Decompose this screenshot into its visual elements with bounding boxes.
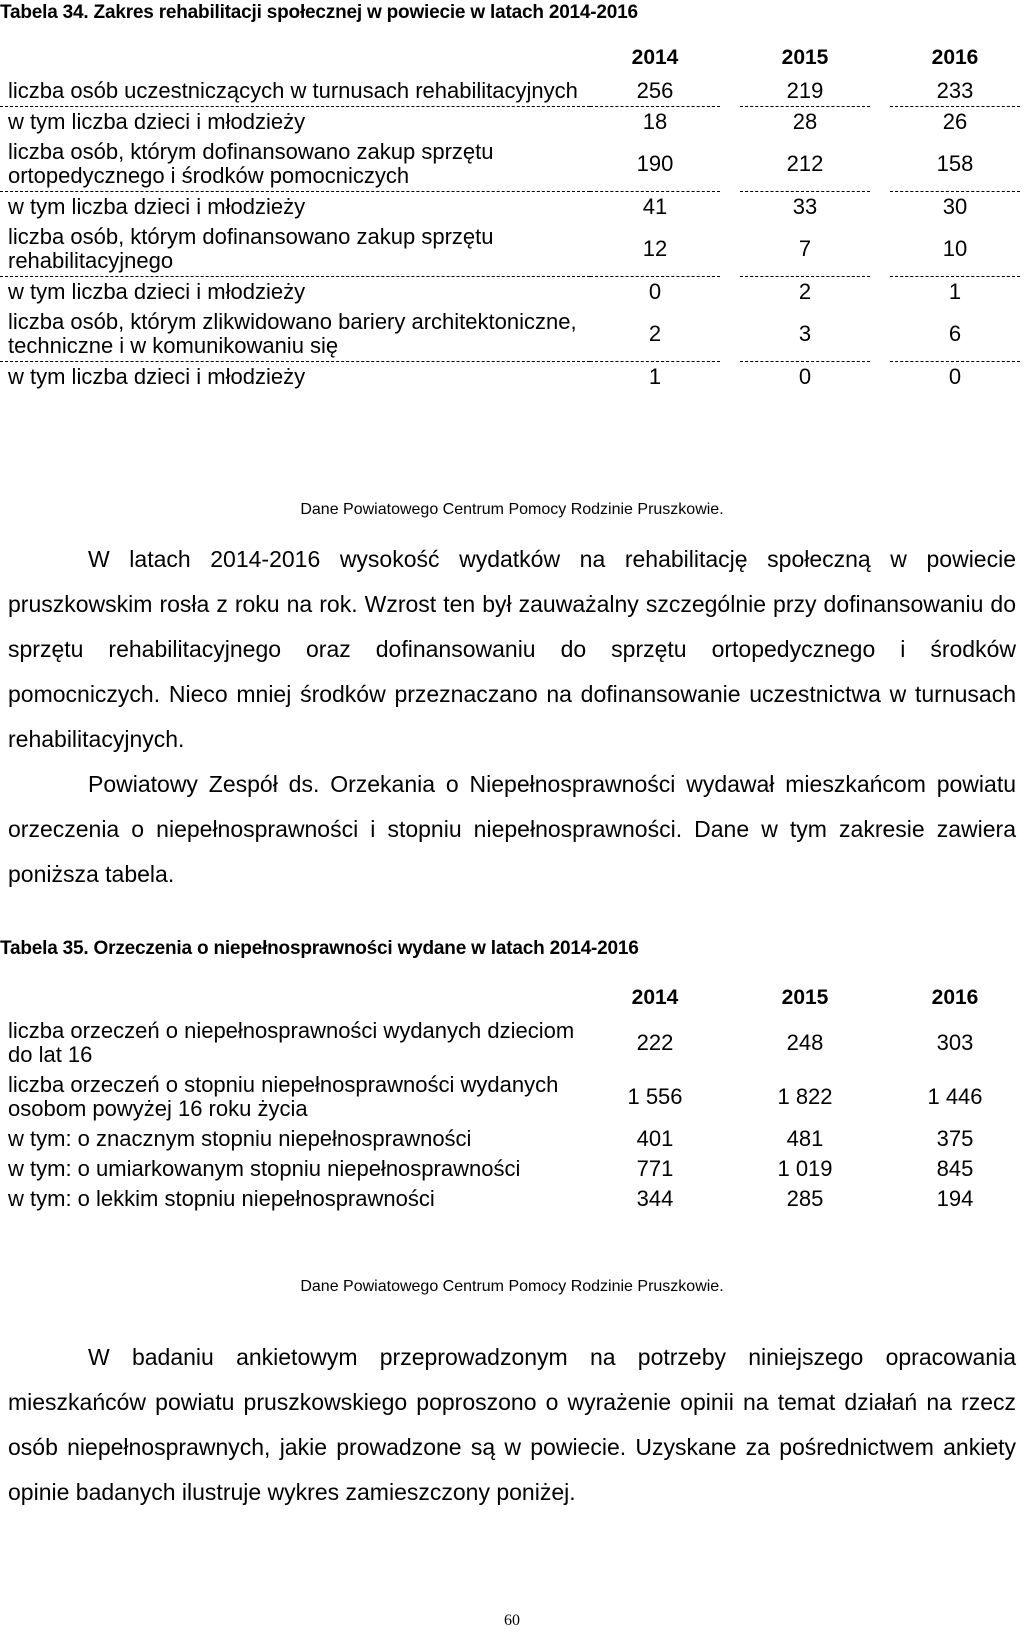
cell-value: 1 019	[777, 1156, 833, 1181]
table-row	[0, 1016, 1020, 1070]
cell-value: 41	[642, 194, 668, 219]
table-row	[0, 137, 1020, 192]
table-row	[0, 307, 1020, 362]
table-row	[0, 192, 1020, 223]
cell-value: 3	[740, 307, 870, 362]
cell-value: 1 822	[777, 1084, 833, 1109]
cell-value: 2	[798, 279, 812, 304]
cell-value: 771	[636, 1156, 674, 1181]
table-34-year-header: 2014	[631, 46, 679, 69]
cell-value: 248	[786, 1030, 824, 1055]
cell-value: 845	[936, 1156, 974, 1181]
paragraph: Powiatowy Zespół ds. Orzekania o Niepełnosprawności wydawał mieszkańcom powiatu orzeczenia o niepełnosprawności i stopniu niepełnosprawności. Dane w tym zakresie zawiera poniższa tabela.	[8, 771, 1016, 887]
cell-value: 375	[936, 1126, 974, 1151]
cell-value: 1 446	[927, 1084, 983, 1109]
cell-value: 190	[590, 137, 720, 192]
table-34-header-row	[0, 46, 1020, 76]
cell-value: 33	[792, 194, 818, 219]
page-number: 60	[504, 1612, 520, 1629]
paragraph: W latach 2014-2016 wysokość wydatków na rehabilitację społeczną w powiecie pruszkowskim rosła z roku na rok. Wzrost ten był zauważalny szczególnie przy dofinansowaniu do sprzętu rehabilitacyjnego oraz dofinansowaniu do sprzętu ortopedycznego i środków pomocniczych. Nieco mniej środków przeznaczano na dofinansowanie uczestnictwa w turnusach rehabilitacyjnych.	[8, 546, 1016, 752]
cell-value: 1 556	[627, 1084, 683, 1109]
cell-value: 12	[590, 222, 720, 277]
row-label: w tym liczba dzieci i młodzieży	[8, 194, 306, 219]
cell-value: 212	[740, 137, 870, 192]
table-row	[0, 277, 1020, 308]
table-35	[0, 986, 1020, 1214]
table-34-header-label	[0, 46, 590, 76]
cell-value: 0	[948, 364, 962, 389]
body-text-b	[8, 1335, 1016, 1515]
row-label: liczba osób uczestniczących w turnusach rehabilitacyjnych	[0, 76, 590, 107]
cell-value: 256	[590, 76, 720, 107]
table-row	[0, 1154, 1020, 1184]
cell-value: 26	[942, 109, 968, 134]
table-row	[0, 107, 1020, 138]
cell-value: 28	[792, 109, 818, 134]
cell-value: 1	[648, 364, 662, 389]
table-row	[0, 222, 1020, 277]
table-34-source: Dane Powiatowego Centrum Pomocy Rodzinie Pruszkowie.	[300, 501, 724, 518]
table-row	[0, 1184, 1020, 1214]
table-35-header-label	[0, 986, 590, 1016]
table-35-header-row	[0, 986, 1020, 1016]
row-label: w tym liczba dzieci i młodzieży	[8, 109, 306, 134]
cell-value: 18	[642, 109, 668, 134]
row-label: liczba osób, którym dofinansowano zakup sprzętu ortopedycznego i środków pomocniczych	[0, 137, 590, 192]
table-row	[0, 362, 1020, 393]
cell-value: 6	[890, 307, 1020, 362]
row-label: liczba osób, którym dofinansowano zakup sprzętu rehabilitacyjnego	[0, 222, 590, 277]
table-35-year-header: 2014	[631, 986, 679, 1009]
paragraph: W badaniu ankietowym przeprowadzonym na potrzeby niniejszego opracowania mieszkańców powiatu pruszkowskiego poproszono o wyrażenie opinii na temat działań na rzecz osób niepełnosprawnych, jakie prowadzone są w powiecie. Uzyskane za pośrednictwem ankiety opinie badanych ilustruje wykres zamieszczony poniżej.	[8, 1344, 1016, 1505]
table-35-caption: Tabela 35. Orzeczenia o niepełnosprawności wydane w latach 2014-2016	[0, 938, 639, 959]
table-row	[0, 1070, 1020, 1124]
cell-value: 344	[636, 1186, 674, 1211]
row-label: w tym: o lekkim stopniu niepełnosprawności	[8, 1186, 435, 1211]
body-text-a	[8, 537, 1016, 897]
table-34-caption: Tabela 34. Zakres rehabilitacji społecznej w powiecie w latach 2014-2016	[0, 2, 638, 23]
table-34-year-header: 2016	[931, 46, 979, 69]
cell-value: 401	[636, 1126, 674, 1151]
row-label: w tym liczba dzieci i młodzieży	[8, 279, 306, 304]
row-label: w tym: o znacznym stopniu niepełnosprawności	[8, 1126, 472, 1151]
cell-value: 7	[740, 222, 870, 277]
cell-value: 233	[890, 76, 1020, 107]
cell-value: 158	[890, 137, 1020, 192]
cell-value: 10	[890, 222, 1020, 277]
table-35-year-header: 2016	[931, 986, 979, 1009]
cell-value: 0	[798, 364, 812, 389]
cell-value: 30	[942, 194, 968, 219]
row-label: liczba osób, którym zlikwidowano bariery architektoniczne, techniczne i w komunikowaniu się	[0, 307, 590, 362]
cell-value: 219	[740, 76, 870, 107]
table-row	[0, 1124, 1020, 1154]
table-35-source: Dane Powiatowego Centrum Pomocy Rodzinie Pruszkowie.	[300, 1278, 724, 1295]
cell-value: 285	[786, 1186, 824, 1211]
row-label: liczba orzeczeń o niepełnosprawności wydanych dzieciom do lat 16	[8, 1018, 575, 1067]
table-34-year-header: 2015	[781, 46, 829, 69]
cell-value: 303	[936, 1030, 974, 1055]
table-34	[0, 46, 1020, 392]
table-35-year-header: 2015	[781, 986, 829, 1009]
cell-value: 222	[636, 1030, 674, 1055]
row-label: w tym liczba dzieci i młodzieży	[8, 364, 306, 389]
table-row	[0, 76, 1020, 107]
row-label: w tym: o umiarkowanym stopniu niepełnosprawności	[8, 1156, 521, 1181]
cell-value: 481	[786, 1126, 824, 1151]
row-label: liczba orzeczeń o stopniu niepełnosprawności wydanych osobom powyżej 16 roku życia	[8, 1072, 559, 1121]
cell-value: 194	[936, 1186, 974, 1211]
cell-value: 2	[590, 307, 720, 362]
cell-value: 1	[948, 279, 962, 304]
cell-value: 0	[648, 279, 662, 304]
